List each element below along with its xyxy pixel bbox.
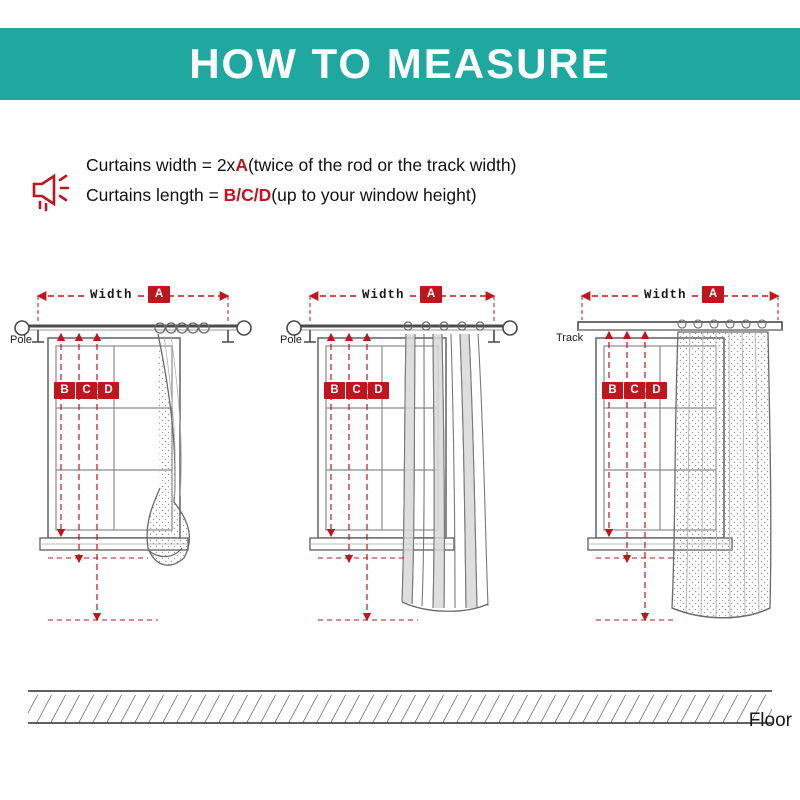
panel2-width-label: Width [362,288,405,302]
note-width-marker: A [235,155,248,175]
note-width-suffix: (twice of the rod or the track width) [247,155,517,175]
diagram-panel-pole-single [8,272,258,662]
panel1-marker-d: D [98,382,119,399]
panel3-marker-c: C [624,382,645,399]
panel3-marker-b: B [602,382,623,399]
panel1-length-markers [54,382,119,399]
note-length-suffix: (up to your window height) [271,185,477,205]
diagram-panel-track [556,272,800,662]
note-line-length [86,180,516,210]
panel2-marker-d: D [368,382,389,399]
panel2-length-markers [324,382,389,399]
diagram-panel-pole-pleated [278,272,528,662]
panel1-marker-c: C [76,382,97,399]
panel2-mount-label: Pole [280,334,303,346]
panel3-marker-d: D [646,382,667,399]
note-lines [86,150,516,210]
note-length-marker: B/C/D [223,185,272,205]
megaphone-icon [24,158,80,214]
note-length-prefix: Curtains length = [86,185,224,205]
floor-hatching [28,686,772,740]
header-banner [0,28,800,100]
panel3-width-marker: A [702,286,724,303]
panel1-width-marker: A [148,286,170,303]
note-width-prefix: Curtains width = 2x [86,155,236,175]
panel2-marker-c: C [346,382,367,399]
note-line-width [86,150,516,180]
panel1-marker-b: B [54,382,75,399]
panel2-width-marker: A [420,286,442,303]
panel3-width-label: Width [644,288,687,302]
floor-label: Floor [748,710,792,731]
page-title: HOW TO MEASURE [189,40,611,87]
panel3-length-markers [602,382,667,399]
panel2-marker-b: B [324,382,345,399]
panel3-mount-label: Track [556,332,584,344]
panel1-width-label: Width [90,288,133,302]
panel1-mount-label: Pole [10,334,33,346]
notes-block [24,150,784,214]
